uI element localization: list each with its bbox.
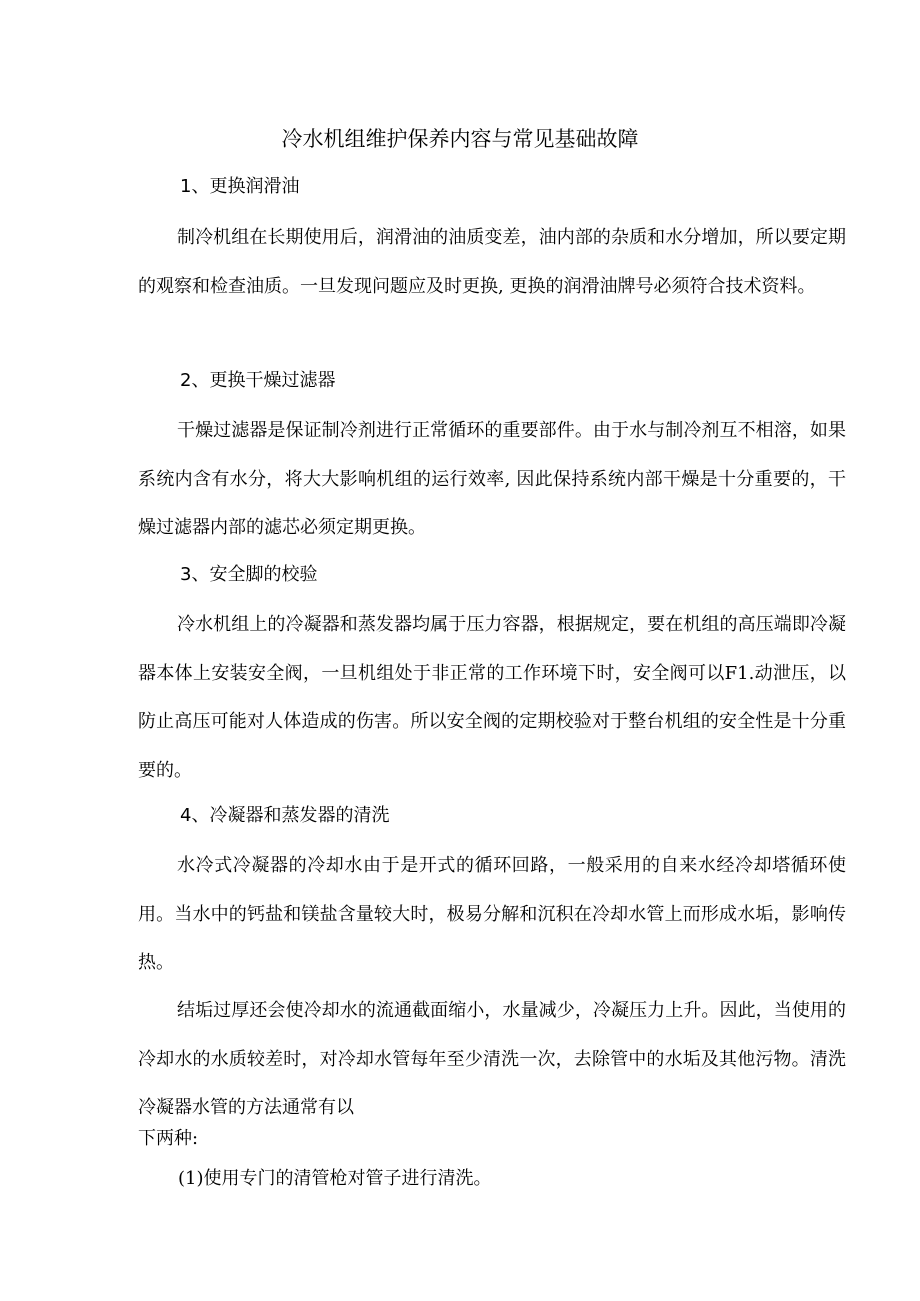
section-heading-2: 2、更换干燥过滤器 xyxy=(180,370,336,391)
section-heading-4: 4、冷凝器和蒸发器的清洗 xyxy=(180,805,390,826)
section-1-paragraph: 制冷机组在长期使用后，润滑油的油质变差，油内部的杂质和水分增加，所以要定期的观察和检查油质。一旦发现问题应及时更换, 更换的润滑油牌号必须符合技术资料。 xyxy=(138,227,846,297)
section-3-paragraph: 冷水机组上的冷凝器和蒸发器均属于压力容器，根据规定，要在机组的高压端即冷凝器本体上安装安全阀，一旦机组处于非正常的工作环境下时，安全阀可以F1.动泄压，以防止高压可能对人体造成的伤害。所以安全阀的定期校验对于整台机组的安全性是十分重要的。 xyxy=(138,614,846,781)
section-4-list-item: (1)使用专门的清管枪对管子进行清洗。 xyxy=(178,1168,492,1189)
section-4-continuation: 下两种: xyxy=(138,1128,199,1149)
section-4-paragraph-2: 结垢过厚还会使冷却水的流通截面缩小，水量减少，冷凝压力上升。因此，当使用的冷却水的水质较差时，对冷却水管每年至少清洗一次，去除管中的水垢及其他污物。清洗冷凝器水管的方法通常有以 xyxy=(138,1000,846,1118)
section-heading-1: 1、更换润滑油 xyxy=(180,176,300,197)
section-4-paragraph-1: 水冷式冷凝器的冷却水由于是开式的循环回路，一般采用的自来水经冷却塔循环使用。当水中的钙盐和镁盐含量较大时，极易分解和沉积在冷却水管上而形成水垢，影响传热。 xyxy=(138,855,846,973)
section-heading-3: 3、安全脚的校验 xyxy=(180,564,318,585)
page-title: 冷水机组维护保养内容与常见基础故障 xyxy=(281,127,639,151)
section-2-paragraph: 干燥过滤器是保证制冷剂进行正常循环的重要部件。由于水与制冷剂互不相溶，如果系统内含有水分，将大大影响机组的运行效率, 因此保持系统内部干燥是十分重要的，干燥过滤器内部的滤芯必须定期更换。 xyxy=(138,420,846,538)
